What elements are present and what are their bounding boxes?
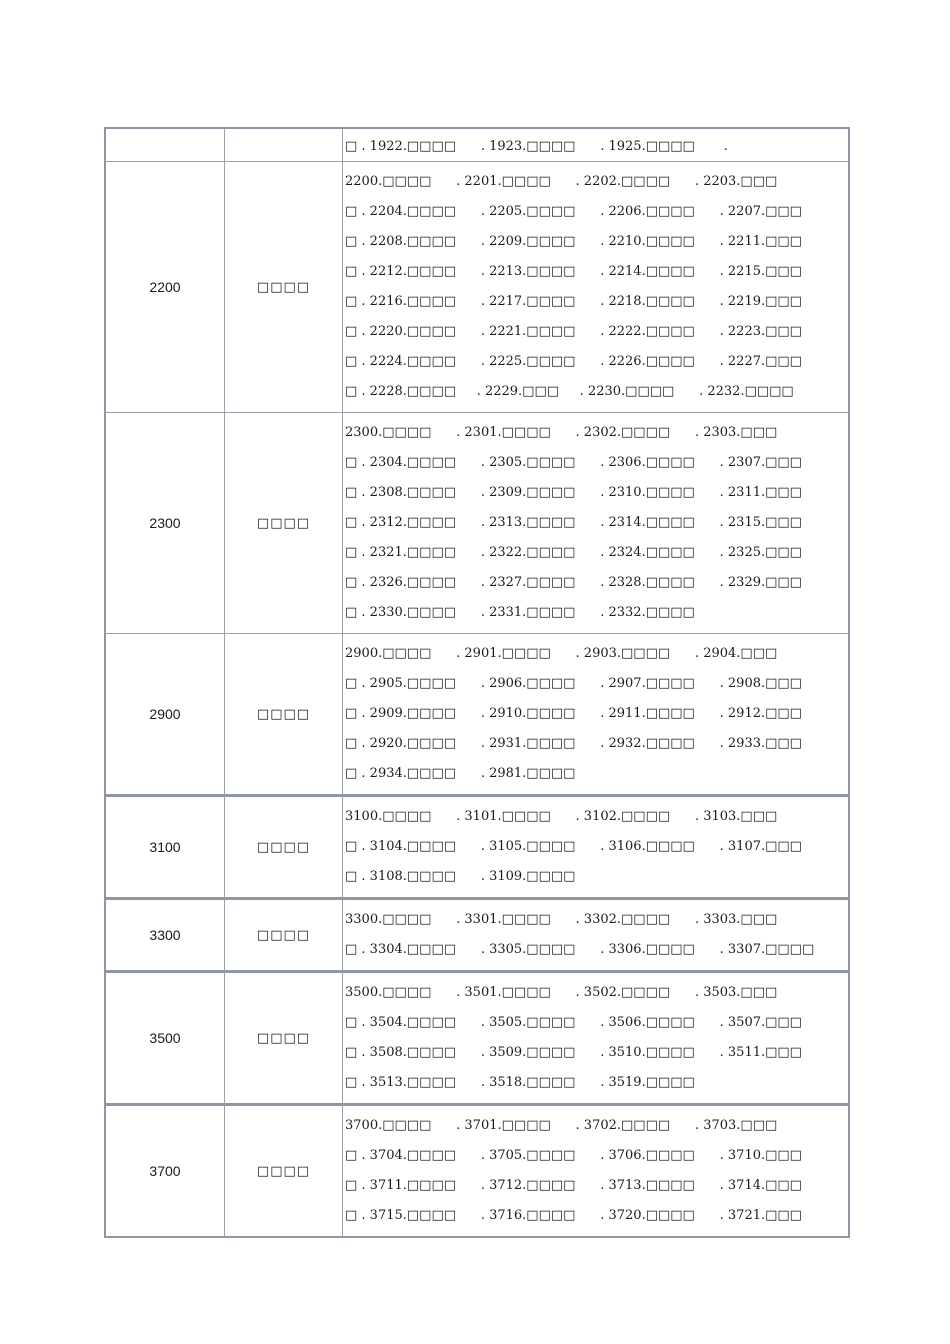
subcode-line: □ . 2330.□□□□ . 2331.□□□□ . 2332.□□□□ (345, 605, 695, 620)
subcode-list-cell (343, 973, 848, 1106)
subcode-line: □ . 2312.□□□□ . 2313.□□□□ . 2314.□□□□ . 2315.□□□ (345, 515, 802, 530)
table-row (106, 973, 848, 1106)
name-cell: □□□□ (225, 162, 343, 413)
subcode-line: □ . 3513.□□□□ . 3518.□□□□ . 3519.□□□□ (345, 1075, 695, 1090)
subcode-list-cell (343, 900, 848, 973)
subcode-line: □ . 3304.□□□□ . 3305.□□□□ . 3306.□□□□ . 3307.□□□□ (345, 942, 815, 957)
subcode-line: □ . 2905.□□□□ . 2906.□□□□ . 2907.□□□□ . 2908.□□□ (345, 676, 802, 691)
subcode-line: □ . 2326.□□□□ . 2327.□□□□ . 2328.□□□□ . 2329.□□□ (345, 575, 802, 590)
name-cell: □□□□ (225, 900, 343, 973)
code-cell: 2300 (106, 413, 225, 634)
table-row (106, 129, 848, 162)
subcode-list-cell (343, 413, 848, 634)
subcode-line: □ . 3104.□□□□ . 3105.□□□□ . 3106.□□□□ . 3107.□□□ (345, 839, 802, 854)
industry-code-table (104, 127, 850, 1238)
subcode-line: □ . 2934.□□□□ . 2981.□□□□ (345, 766, 576, 781)
table-row (106, 162, 848, 413)
code-cell: 3100 (106, 797, 225, 900)
subcode-line: □ . 3108.□□□□ . 3109.□□□□ (345, 869, 576, 884)
code-cell: 2900 (106, 634, 225, 797)
subcode-line: 3500.□□□□ . 3501.□□□□ . 3502.□□□□ . 3503.□□□ (345, 985, 778, 1000)
subcode-line: 2900.□□□□ . 2901.□□□□ . 2903.□□□□ . 2904.□□□ (345, 646, 778, 661)
subcode-list-cell (343, 129, 848, 162)
subcode-line: □ . 2909.□□□□ . 2910.□□□□ . 2911.□□□□ . 2912.□□□ (345, 706, 802, 721)
subcode-line: □ . 2920.□□□□ . 2931.□□□□ . 2932.□□□□ . 2933.□□□ (345, 736, 802, 751)
subcode-list-cell (343, 797, 848, 900)
name-cell: □□□□ (225, 797, 343, 900)
subcode-line: □ . 3711.□□□□ . 3712.□□□□ . 3713.□□□□ . 3714.□□□ (345, 1178, 802, 1193)
code-cell: 3500 (106, 973, 225, 1106)
subcode-line: 3100.□□□□ . 3101.□□□□ . 3102.□□□□ . 3103.□□□ (345, 809, 778, 824)
table-row (106, 900, 848, 973)
subcode-line: □ . 2224.□□□□ . 2225.□□□□ . 2226.□□□□ . 2227.□□□ (345, 354, 802, 369)
code-cell: 2200 (106, 162, 225, 413)
name-cell (225, 129, 343, 162)
subcode-line: 2200.□□□□ . 2201.□□□□ . 2202.□□□□ . 2203.□□□ (345, 174, 778, 189)
code-cell (106, 129, 225, 162)
table-row (106, 413, 848, 634)
subcode-line: □ . 3504.□□□□ . 3505.□□□□ . 3506.□□□□ . 3507.□□□ (345, 1015, 802, 1030)
name-cell: □□□□ (225, 634, 343, 797)
subcode-line: □ . 2321.□□□□ . 2322.□□□□ . 2324.□□□□ . 2325.□□□ (345, 545, 802, 560)
subcode-line: □ . 2208.□□□□ . 2209.□□□□ . 2210.□□□□ . 2211.□□□ (345, 234, 802, 249)
code-cell: 3700 (106, 1106, 225, 1236)
name-cell: □□□□ (225, 413, 343, 634)
subcode-line: □ . 2304.□□□□ . 2305.□□□□ . 2306.□□□□ . 2307.□□□ (345, 455, 802, 470)
name-cell: □□□□ (225, 1106, 343, 1236)
table-row (106, 1106, 848, 1236)
subcode-line: □ . 2228.□□□□ . 2229.□□□ . 2230.□□□□ . 2232.□□□□ (345, 384, 794, 399)
name-cell: □□□□ (225, 973, 343, 1106)
subcode-list-cell (343, 634, 848, 797)
subcode-line: 3700.□□□□ . 3701.□□□□ . 3702.□□□□ . 3703.□□□ (345, 1118, 778, 1133)
code-cell: 3300 (106, 900, 225, 973)
table-row (106, 797, 848, 900)
subcode-line: □ . 3715.□□□□ . 3716.□□□□ . 3720.□□□□ . 3721.□□□ (345, 1208, 802, 1223)
subcode-line: □ . 3704.□□□□ . 3705.□□□□ . 3706.□□□□ . 3710.□□□ (345, 1148, 802, 1163)
subcode-line: □ . 3508.□□□□ . 3509.□□□□ . 3510.□□□□ . 3511.□□□ (345, 1045, 802, 1060)
subcode-line: □ . 1922.□□□□ . 1923.□□□□ . 1925.□□□□ . (345, 139, 728, 154)
subcode-line: 3300.□□□□ . 3301.□□□□ . 3302.□□□□ . 3303.□□□ (345, 912, 778, 927)
subcode-line: □ . 2212.□□□□ . 2213.□□□□ . 2214.□□□□ . 2215.□□□ (345, 264, 802, 279)
subcode-line: □ . 2204.□□□□ . 2205.□□□□ . 2206.□□□□ . 2207.□□□ (345, 204, 802, 219)
subcode-line: 2300.□□□□ . 2301.□□□□ . 2302.□□□□ . 2303.□□□ (345, 425, 778, 440)
subcode-line: □ . 2308.□□□□ . 2309.□□□□ . 2310.□□□□ . 2311.□□□ (345, 485, 802, 500)
table-row (106, 634, 848, 797)
subcode-list-cell (343, 1106, 848, 1236)
subcode-line: □ . 2216.□□□□ . 2217.□□□□ . 2218.□□□□ . 2219.□□□ (345, 294, 802, 309)
subcode-line: □ . 2220.□□□□ . 2221.□□□□ . 2222.□□□□ . 2223.□□□ (345, 324, 802, 339)
subcode-list-cell (343, 162, 848, 413)
